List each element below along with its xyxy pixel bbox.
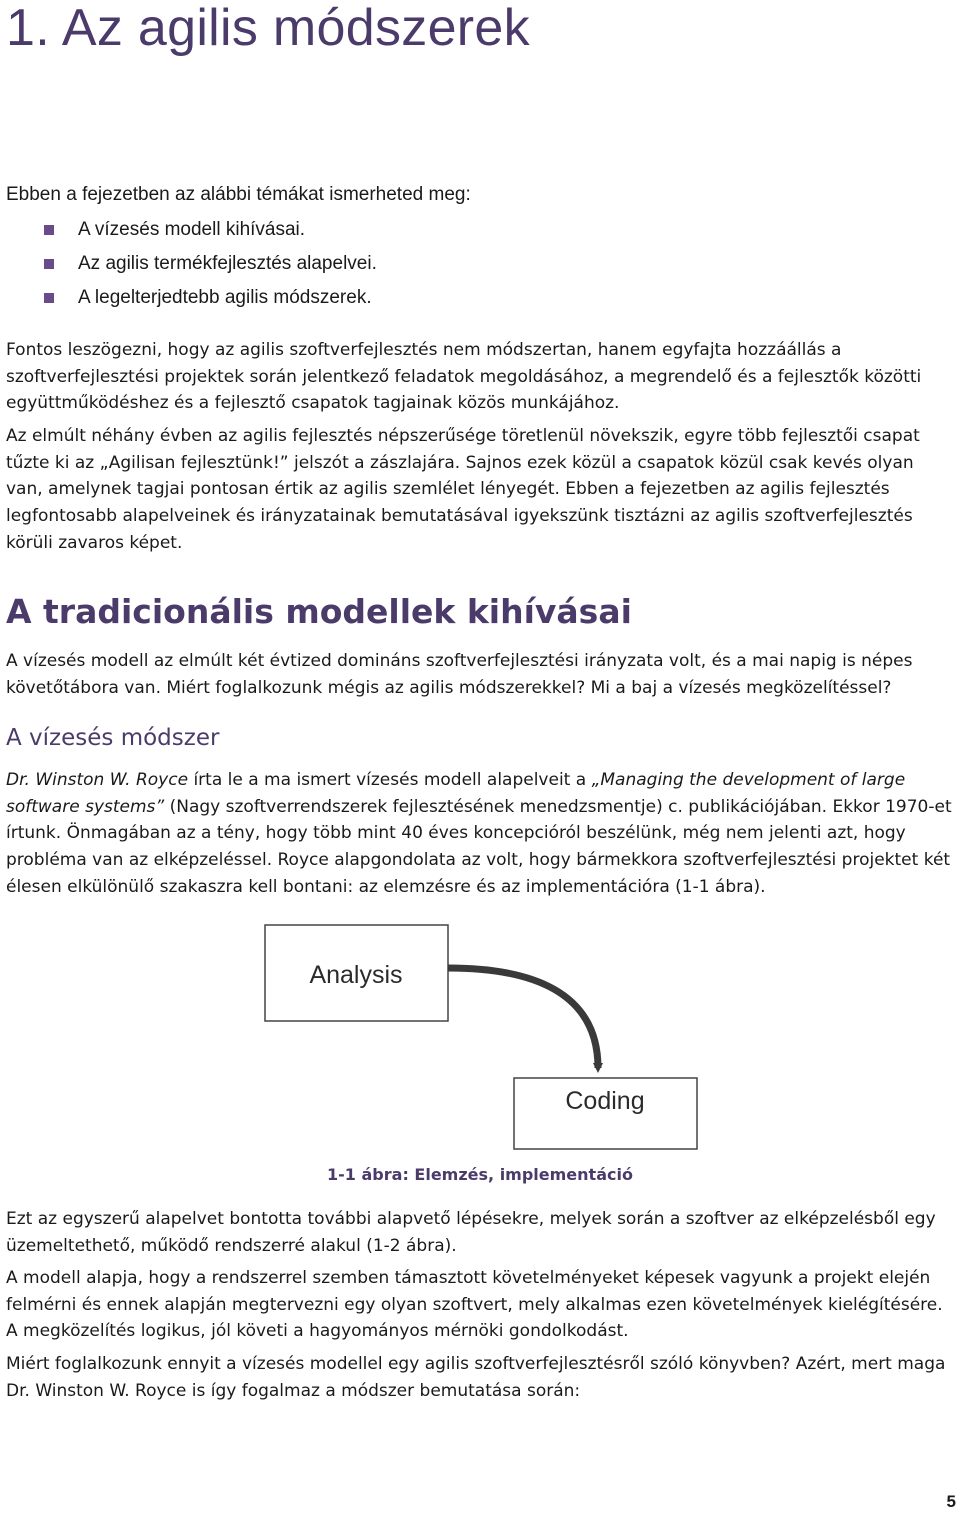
- intro-lead: Ebben a fejezetben az alábbi témákat ismerheted meg:: [6, 184, 471, 205]
- topic-list: [44, 218, 377, 320]
- paragraph-agile-popularity: Az elmúlt néhány évben az agilis fejlesztés népszerűsége töretlenül növekszik, egyre több fejlesztői csapat tűzte ki az „Agilisan fejlesztünk!” jelszót a zászlajára. Sajnos ezek közül a csapatok közül csak kevés olyan van, amelynek tagjai pontosan értik az agilis szemlélet lényegét. Ebben a fejezetben az agilis fejlesztés legfontosabb alapelveinek és irányzatainak bemutatásával igyekszünk tisztázni az agilis szoftverfejlesztés körüli zavaros képet.: [6, 426, 920, 553]
- author-name: Dr. Winston W. Royce: [6, 770, 189, 790]
- paragraph-why-waterfall: Miért foglalkozunk ennyit a vízesés modellel egy agilis szoftverfejlesztésről szóló könyvben? Azért, mert maga Dr. Winston W. Royce is így fogalmaz a módszer bemutatása során:: [6, 1354, 946, 1401]
- paragraph-royce: Dr. Winston W. Royce írta le a ma ismert vízesés modell alapelveit a „Managing the development of large software systems” (Nagy szoftverrendszerek fejlesztésének menedzsmentje) c. publikációjában. Ekkor 1970-et írtunk. Önmagában az a tény, hogy több mint 40 éves koncepcióról beszélünk, még nem jelenti azt, hogy probléma van az elképzeléssel. Royce alapgondolata az volt, hogy bármekkora szoftverfejlesztési projektet két élesen elkülönülő szakaszra kell bontani: az elemzésre és az implementációra (1-1 ábra).: [6, 770, 952, 897]
- flow-arrow: [448, 968, 598, 1068]
- paragraph-waterfall-intro: A vízesés modell az elmúlt két évtized domináns szoftverfejlesztési irányzata volt, és a mai napig is népes követőtábora van. Miért foglalkozunk mégis az agilis módszerekkel? Mi a baj a vízesés megközelítéssel?: [6, 651, 913, 698]
- analysis-label: Analysis: [309, 961, 403, 989]
- publication-title: „Managing the development of large software systems”: [6, 770, 906, 817]
- list-item-text: A legelterjedtebb agilis módszerek.: [78, 287, 372, 308]
- paragraph-agile-attitude: Fontos leszögezni, hogy az agilis szoftverfejlesztés nem módszertan, hanem egyfajta hozzáállás a szoftverfejlesztési projektek során jelentkező feladatok megoldásához, a megrendelő és a fejlesztők közötti együttműködéshez és a fejlesztő csapatok tagjainak közös munkájához.: [6, 340, 922, 414]
- paragraph-model-basis: A modell alapja, hogy a rendszerrel szemben támasztott követelményeket képesek vagyunk a projekt elején felmérni és ennek alapján megtervezni egy olyan szoftvert, mely alkalmas ezen követelmények kielégítésére. A megközelítés logikus, jól követi a hagyományos mérnöki gondolkodást.: [6, 1268, 943, 1342]
- list-item: [44, 252, 377, 286]
- list-item: [44, 218, 377, 252]
- list-item-text: Az agilis termékfejlesztés alapelvei.: [78, 253, 377, 274]
- chapter-title: 1. Az agilis módszerek: [6, 0, 530, 57]
- square-bullet-icon: [44, 293, 54, 303]
- subsection-title: A vízesés módszer: [6, 725, 220, 751]
- list-item: [44, 286, 377, 320]
- square-bullet-icon: [44, 225, 54, 235]
- analysis-coding-diagram: [262, 922, 702, 1154]
- coding-label: Coding: [565, 1087, 645, 1115]
- paragraph-steps: Ezt az egyszerű alapelvet bontotta további alapvető lépésekre, melyek során a szoftver az elképzelésből egy üzemeltethető, működő rendszerré alakul (1-2 ábra).: [6, 1209, 936, 1256]
- section-title: A tradicionális modellek kihívásai: [6, 592, 632, 631]
- figure-caption: 1-1 ábra: Elemzés, implementáció: [327, 1165, 633, 1184]
- page-number: 5: [946, 1492, 956, 1511]
- square-bullet-icon: [44, 259, 54, 269]
- list-item-text: A vízesés modell kihívásai.: [78, 219, 306, 240]
